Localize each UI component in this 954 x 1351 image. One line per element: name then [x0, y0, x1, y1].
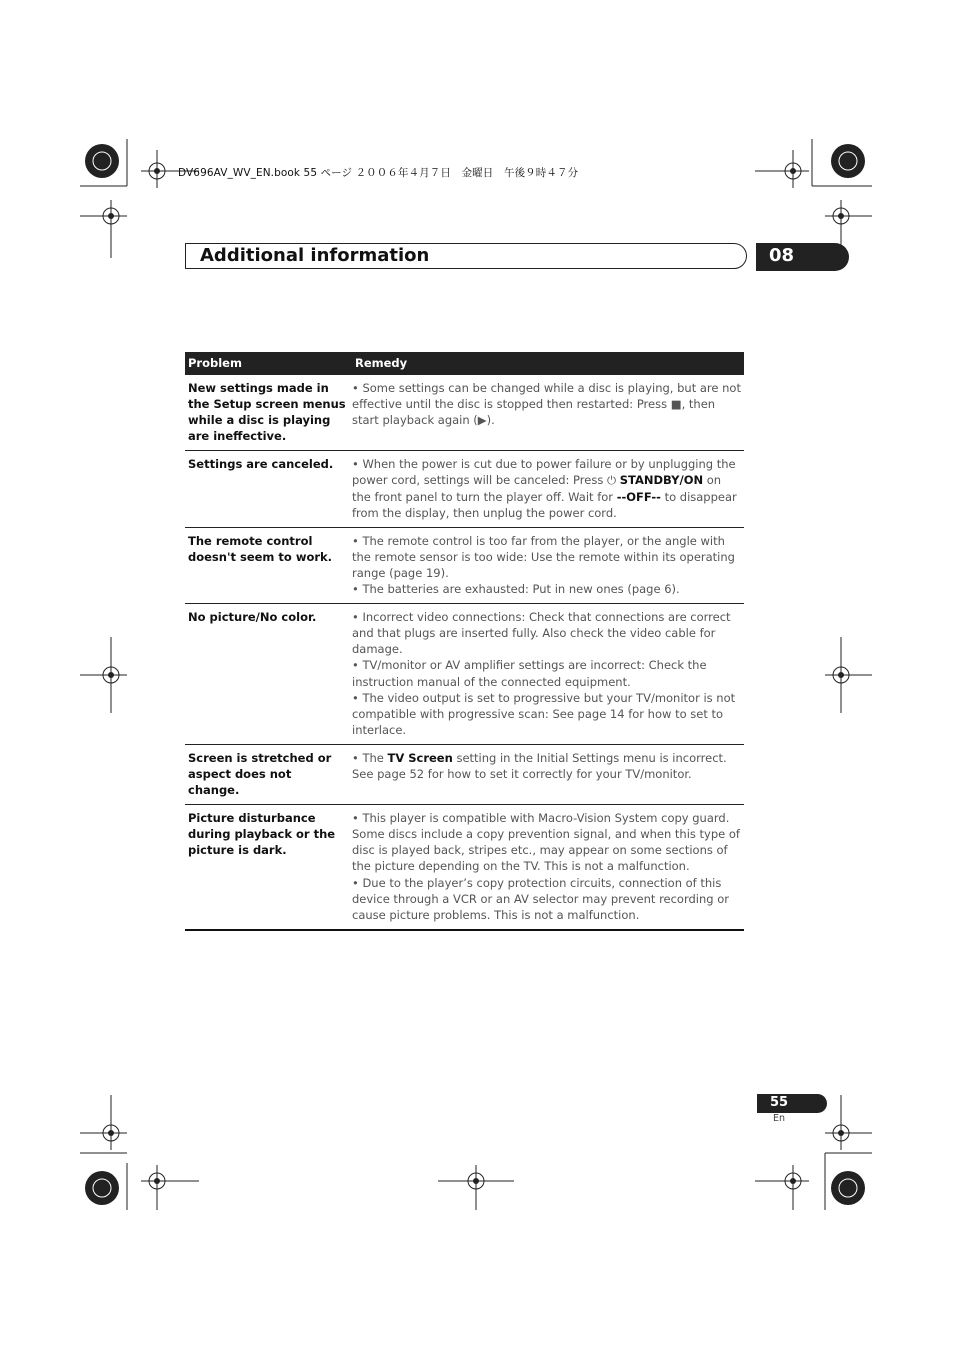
language-code: En: [773, 1113, 786, 1124]
page-number-tab: [757, 1094, 827, 1113]
chapter-tab: [756, 243, 849, 271]
table-row: [185, 805, 744, 930]
problem-cell: The remote control doesn't seem to work.: [185, 527, 349, 603]
remedy-item: • The remote control is too far from the player, or the angle with the remote sensor is too wide: Use the remote within its operating range (page 19).: [352, 533, 735, 580]
remedy-item: • Due to the player’s copy protection circuits, connection of this device through a VCR or an AV selector may prevent recording or cause picture problems. This is not a malfunction.: [352, 875, 730, 922]
chapter-number: 08: [769, 245, 795, 266]
remedy-cell: [349, 451, 744, 527]
section-title-bar: [185, 243, 747, 269]
remedy-text: • When the power is cut due to power failure or by unplugging the power cord, settings will be canceled: Press ⏻: [352, 457, 736, 488]
remedy-cell: [349, 744, 744, 804]
problem-cell: No picture/No color.: [185, 604, 349, 745]
off-indicator-label: --OFF--: [616, 489, 661, 504]
page-number: 55: [770, 1095, 789, 1110]
remedy-cell: [349, 375, 744, 451]
troubleshooting-table: [185, 352, 744, 931]
table-row: [185, 744, 744, 804]
remedy-item: • The batteries are exhausted: Put in new ones (page 6).: [352, 582, 680, 597]
tv-screen-label: TV Screen: [387, 750, 453, 765]
problem-cell: Screen is stretched or aspect does not change.: [185, 744, 349, 804]
remedy-cell: [349, 805, 744, 930]
remedy-cell: [349, 604, 744, 745]
table-header-row: [185, 352, 744, 375]
remedy-text: on the front panel to turn the player off. Wait for: [352, 473, 722, 504]
column-header-remedy: Remedy: [349, 352, 744, 375]
table-row: [185, 527, 744, 603]
remedy-text: setting in the Initial Settings menu is incorrect. See page 52 for how to set it correctly for your TV/monitor.: [352, 750, 727, 781]
problem-cell: New settings made in the Setup screen menus while a disc is playing are ineffective.: [185, 375, 349, 451]
remedy-cell: [349, 527, 744, 603]
remedy-text: • The: [352, 750, 388, 765]
table-row: [185, 604, 744, 745]
page-title: Additional information: [200, 245, 430, 266]
standby-on-label: STANDBY/ON: [619, 473, 704, 488]
remedy-item: • TV/monitor or AV amplifier settings are incorrect: Check the instruction manual of the connected equipment.: [352, 658, 707, 689]
remedy-item: • The video output is set to progressive but your TV/monitor is not compatible with progressive scan: See page 14 for how to set to interlace.: [352, 690, 736, 737]
table-row: [185, 375, 744, 451]
table-row: [185, 451, 744, 527]
problem-cell: Picture disturbance during playback or the picture is dark.: [185, 805, 349, 930]
remedy-item: • This player is compatible with Macro-Vision System copy guard. Some discs include a copy prevention signal, and when this type of disc is played back, stripes etc., may appear on some sections of the picture depending on the TV. This is not a malfunction.: [352, 811, 740, 874]
problem-cell: Settings are canceled.: [185, 451, 349, 527]
remedy-item: • Some settings can be changed while a disc is playing, but are not effective until the disc is stopped then restarted: Press ■, then start playback again (▶).: [352, 381, 741, 428]
remedy-item: • Incorrect video connections: Check that connections are correct and that plugs are inserted fully. Also check the video cable for damage.: [352, 610, 731, 657]
remedy-text: to disappear from the display, then unplug the power cord.: [352, 489, 737, 520]
print-header: DV696AV_WV_EN.book 55 ページ ２００６年４月７日 金曜日 午後９時４７分: [178, 167, 579, 179]
column-header-problem: Problem: [185, 352, 349, 375]
